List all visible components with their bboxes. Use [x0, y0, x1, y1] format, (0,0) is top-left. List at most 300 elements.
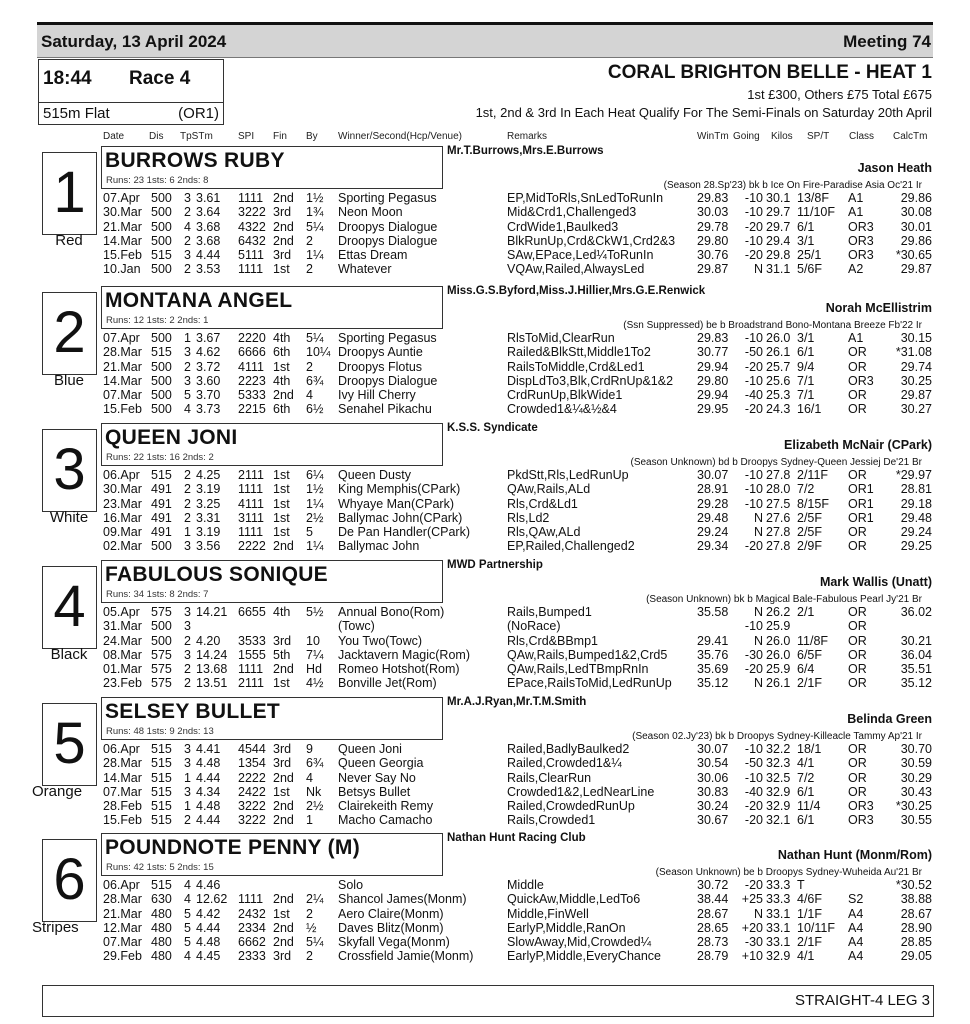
form-trap: 2	[184, 496, 191, 511]
form-win-time: 30.03	[697, 205, 729, 220]
form-winner: Ivy Hill Cherry	[338, 388, 416, 403]
qualification-note: 1st, 2nd & 3rd In Each Heat Qualify For The Semi-Finals on Saturday 20th April	[475, 105, 932, 120]
form-class: OR	[848, 756, 867, 771]
col-going: Going	[733, 131, 760, 142]
form-remarks: Railed&BlkStt,Middle1To2	[507, 345, 651, 360]
form-trap: 2	[184, 262, 191, 277]
form-weight: 26.0	[766, 331, 791, 345]
form-margin: 2	[306, 359, 313, 374]
form-class: OR1	[848, 496, 874, 511]
col-kilos: Kilos	[771, 131, 793, 142]
trainer: Jason Heath	[857, 161, 932, 175]
prize-money: 1st £300, Others £75 Total £675	[747, 87, 932, 102]
form-weight: 28.0	[766, 482, 791, 497]
career-record: Runs: 42 1sts: 5 2nds: 15	[106, 862, 214, 873]
form-going: N	[753, 633, 763, 648]
form-class: OR3	[848, 799, 874, 814]
form-calc-time: *30.52	[895, 878, 932, 892]
form-going: -10	[744, 770, 763, 785]
trainer: Mark Wallis (Unatt)	[819, 575, 932, 589]
form-margin: 5¼	[306, 935, 324, 950]
form-sp: 11/8F	[797, 633, 829, 648]
breeding-info: (Ssn Suppressed) be b Broadstrand Bono-Montana Breeze Fb'22 Ir	[623, 320, 922, 331]
form-class: S2	[848, 892, 864, 907]
form-winner: Macho Camacho	[338, 813, 433, 828]
form-sp: 2/11F	[797, 468, 829, 482]
form-winner: Whatever	[338, 262, 392, 277]
form-weight: 30.1	[766, 191, 791, 205]
form-margin: 1½	[306, 191, 324, 205]
form-winner: Bonville Jet(Rom)	[338, 676, 437, 691]
form-sectionals: 2215	[238, 402, 266, 417]
form-calc-time: 30.70	[900, 742, 932, 756]
dog-name: QUEEN JONI	[105, 426, 238, 449]
form-lines	[0, 468, 970, 554]
form-weight: 27.8	[766, 525, 791, 540]
form-win-time: 28.73	[697, 935, 729, 950]
form-margin: 7¼	[306, 647, 324, 662]
form-class: A1	[848, 191, 864, 205]
form-lines	[0, 742, 970, 828]
form-weight: 33.3	[766, 892, 791, 907]
form-finish: 4th	[273, 605, 291, 619]
form-class: OR	[848, 359, 867, 374]
form-class: OR	[848, 468, 867, 482]
form-calc-time: 29.87	[900, 262, 932, 277]
form-weight: 33.1	[766, 935, 791, 950]
form-sectionals: 5111	[238, 248, 264, 263]
form-line	[0, 648, 970, 662]
form-winner: Whyaye Man(CPark)	[338, 496, 454, 511]
form-split: 3.25	[196, 496, 221, 511]
form-sp: 2/9F	[797, 539, 823, 554]
bet-leg-label: STRAIGHT-4 LEG 3	[794, 992, 930, 1009]
form-going: -30	[744, 935, 763, 950]
form-finish: 1st	[273, 482, 290, 497]
form-win-time: 30.72	[697, 878, 729, 892]
race-distance: 515m Flat	[43, 105, 110, 122]
form-split: 3.73	[196, 402, 221, 417]
form-line	[0, 619, 970, 633]
form-date: 14.Mar	[103, 233, 142, 248]
trap-number: 2	[53, 300, 86, 365]
form-finish: 2nd	[273, 662, 294, 677]
form-winner: Solo	[338, 878, 364, 892]
form-winner: Daves Blitz(Monm)	[338, 920, 444, 935]
form-sectionals: 1111	[238, 525, 264, 540]
form-win-time: 30.07	[697, 742, 729, 756]
form-distance: 500	[151, 205, 172, 220]
form-line	[0, 949, 970, 963]
form-distance: 515	[151, 813, 172, 828]
form-remarks: Rls,Crd&BBmp1	[507, 633, 598, 648]
form-distance: 480	[151, 935, 172, 950]
form-distance: 500	[151, 219, 172, 234]
trainer: Belinda Green	[847, 712, 932, 726]
form-remarks: EarlyP,Middle,RanOn	[507, 920, 626, 935]
form-date: 02.Mar	[103, 539, 142, 554]
form-trap: 4	[184, 892, 191, 907]
form-margin: 10	[306, 633, 320, 648]
dog-name: MONTANA ANGEL	[105, 289, 293, 312]
col-wintm: WinTm	[697, 131, 729, 142]
form-distance: 480	[151, 920, 172, 935]
form-sectionals: 2422	[238, 784, 266, 799]
form-line	[0, 813, 970, 827]
form-going: -40	[744, 784, 763, 799]
form-sp: 4/1	[797, 756, 815, 771]
form-line	[0, 191, 970, 205]
form-weight: 25.3	[766, 388, 791, 403]
col-spt: SP/T	[807, 131, 830, 142]
form-winner: De Pan Handler(CPark)	[338, 525, 470, 540]
form-distance: 515	[151, 799, 172, 814]
form-distance: 630	[151, 892, 172, 907]
form-remarks: EP,Railed,Challenged2	[507, 539, 635, 554]
form-win-time: 30.07	[697, 468, 729, 482]
form-date: 15.Feb	[103, 402, 142, 417]
form-lines	[0, 878, 970, 964]
form-going: -10	[744, 742, 763, 756]
form-split: 4.44	[196, 920, 221, 935]
form-margin: 5½	[306, 605, 324, 619]
form-date: 23.Mar	[103, 496, 142, 511]
form-remarks: QuickAw,Middle,LedTo6	[507, 892, 641, 907]
form-finish: 2nd	[273, 219, 294, 234]
form-trap: 1	[184, 799, 191, 814]
form-line	[0, 402, 970, 416]
form-trap: 2	[184, 662, 191, 677]
form-class: OR3	[848, 219, 874, 234]
trainer: Elizabeth McNair (CPark)	[784, 438, 932, 452]
runner-card-trap-6	[0, 831, 970, 968]
form-sectionals: 1111	[238, 662, 264, 677]
dog-name: BURROWS RUBY	[105, 149, 285, 172]
form-remarks: PkdStt,Rls,LedRunUp	[507, 468, 629, 482]
form-line	[0, 771, 970, 785]
col-by: By	[306, 131, 318, 142]
form-win-time: 30.24	[697, 799, 729, 814]
form-line	[0, 662, 970, 676]
form-going: -10	[744, 205, 763, 220]
form-margin: 1¼	[306, 539, 324, 554]
form-win-time: 29.95	[697, 402, 729, 417]
form-sp: 6/1	[797, 345, 815, 360]
form-date: 28.Mar	[103, 345, 142, 360]
form-remarks: Crowded1&2,LedNearLine	[507, 784, 655, 799]
form-remarks: SAw,EPace,Led¼ToRunIn	[507, 248, 654, 263]
form-trap: 1	[184, 331, 191, 345]
form-class: OR	[848, 345, 867, 360]
breeding-info: (Season Unknown) be b Droopys Sydney-Wuheida Au'21 Br	[655, 867, 922, 878]
form-calc-time: 30.15	[900, 331, 932, 345]
form-sp: 2/5F	[797, 510, 823, 525]
form-sp: 2/1F	[797, 676, 823, 691]
form-sp: 3/1	[797, 331, 815, 345]
form-calc-time: 29.87	[900, 388, 932, 403]
form-margin: 6¾	[306, 373, 324, 388]
form-win-time: 29.83	[697, 331, 729, 345]
form-margin: 6¼	[306, 468, 324, 482]
form-finish: 2nd	[273, 539, 294, 554]
form-sectionals: 2222	[238, 539, 266, 554]
form-calc-time: 36.04	[900, 647, 932, 662]
form-finish: 2nd	[273, 920, 294, 935]
form-class: OR	[848, 619, 867, 634]
form-remarks: RailsToMiddle,Crd&Led1	[507, 359, 645, 374]
form-winner: Droopys Dialogue	[338, 233, 438, 248]
form-trap: 4	[184, 949, 191, 964]
form-win-time: 28.91	[697, 482, 729, 497]
form-date: 05.Apr	[103, 605, 140, 619]
form-calc-time: 29.05	[900, 949, 932, 964]
form-finish: 1st	[273, 262, 290, 277]
form-margin: 2	[306, 233, 313, 248]
form-date: 07.Apr	[103, 191, 140, 205]
form-winner: Droopys Flotus	[338, 359, 423, 374]
form-sectionals: 1111	[238, 262, 264, 277]
form-split: 4.48	[196, 935, 221, 950]
form-weight: 32.2	[766, 742, 791, 756]
form-class: OR1	[848, 510, 874, 525]
form-sp: 10/11F	[797, 920, 835, 935]
form-distance: 480	[151, 949, 172, 964]
form-split: 3.56	[196, 539, 221, 554]
form-date: 07.Mar	[103, 388, 142, 403]
form-winner: Senahel Pikachu	[338, 402, 432, 417]
race-grade: (OR1)	[178, 105, 219, 122]
form-going: -50	[744, 345, 763, 360]
trainer: Nathan Hunt (Monm/Rom)	[777, 848, 932, 862]
form-date: 07.Apr	[103, 331, 140, 345]
form-winner: Betsys Bullet	[338, 784, 411, 799]
form-remarks: DispLdTo3,Blk,CrdRnUp&1&2	[507, 373, 674, 388]
form-line	[0, 374, 970, 388]
form-class: OR	[848, 647, 867, 662]
breeding-info: (Season Unknown) bd b Droopys Sydney-Queen Jessiej De'21 Br	[630, 457, 922, 468]
form-calc-time: 29.86	[900, 233, 932, 248]
form-going: -10	[744, 496, 763, 511]
form-line	[0, 907, 970, 921]
form-sectionals: 2111	[238, 676, 264, 691]
form-trap: 4	[184, 219, 191, 234]
form-trap: 2	[184, 813, 191, 828]
form-margin: Hd	[306, 662, 322, 677]
form-date: 09.Mar	[103, 525, 142, 540]
breeding-info: (Season Unknown) bk b Magical Bale-Fabulous Pearl Jy'21 Br	[646, 594, 922, 605]
form-remarks: Mid&Crd1,Challenged3	[507, 205, 637, 220]
form-trap: 3	[184, 345, 191, 360]
dog-name-box	[101, 286, 443, 329]
form-distance: 500	[151, 388, 172, 403]
form-sectionals: 1555	[238, 647, 266, 662]
dog-name-box	[101, 697, 443, 740]
form-remarks: BlkRunUp,Crd&CkW1,Crd2&3	[507, 233, 676, 248]
form-date: 08.Mar	[103, 647, 142, 662]
form-calc-time: 29.74	[900, 359, 932, 374]
form-weight: 31.1	[766, 262, 791, 277]
form-going: -20	[744, 539, 763, 554]
form-split: 14.21	[196, 605, 228, 619]
form-sectionals: 2223	[238, 373, 266, 388]
form-remarks: Railed,CrowdedRunUp	[507, 799, 635, 814]
form-weight: 32.5	[766, 770, 791, 785]
form-class: A1	[848, 331, 864, 345]
form-going: +20	[741, 920, 763, 935]
form-win-time: 29.48	[697, 510, 729, 525]
form-calc-time: 30.29	[900, 770, 932, 785]
form-split: 4.44	[196, 770, 221, 785]
form-line	[0, 799, 970, 813]
form-sectionals: 2220	[238, 331, 266, 345]
trap-number: 3	[53, 437, 86, 502]
footer-box	[42, 985, 934, 1017]
form-remarks: QAw,Rails,ALd	[507, 482, 591, 497]
meeting-number: Meeting 74	[843, 32, 931, 51]
form-distance: 491	[151, 482, 172, 497]
form-sp: 6/4	[797, 662, 815, 677]
form-win-time: 29.80	[697, 233, 729, 248]
form-trap: 4	[184, 402, 191, 417]
form-calc-time: *30.65	[895, 248, 932, 263]
form-split: 4.25	[196, 468, 221, 482]
form-weight: 32.3	[766, 756, 791, 771]
form-class: OR	[848, 539, 867, 554]
form-line	[0, 248, 970, 262]
form-sectionals: 6655	[238, 605, 266, 619]
form-sp: 2/1	[797, 605, 815, 619]
form-class: OR	[848, 662, 867, 677]
dog-name-box	[101, 560, 443, 603]
form-win-time: 35.76	[697, 647, 729, 662]
form-finish: 2nd	[273, 770, 294, 785]
form-class: A4	[848, 920, 864, 935]
form-remarks: QAw,Rails,LedTBmpRnIn	[507, 662, 649, 677]
form-split: 4.46	[196, 878, 221, 892]
form-trap: 3	[184, 191, 191, 205]
form-sp: 7/2	[797, 770, 815, 785]
form-split: 4.42	[196, 906, 221, 921]
form-trap: 3	[184, 784, 191, 799]
form-finish: 3rd	[273, 205, 292, 220]
form-weight: 33.1	[766, 906, 791, 921]
col-class: Class	[849, 131, 875, 142]
form-margin: 2	[306, 949, 313, 964]
form-win-time: 29.24	[697, 525, 729, 540]
form-winner: Droopys Auntie	[338, 345, 423, 360]
form-sp: 7/2	[797, 482, 815, 497]
form-class: OR	[848, 784, 867, 799]
form-line	[0, 331, 970, 345]
form-distance: 515	[151, 468, 172, 482]
form-remarks: Rails,Bumped1	[507, 605, 592, 619]
form-lines	[0, 605, 970, 691]
form-sp: 7/1	[797, 388, 815, 403]
form-margin: 6½	[306, 402, 324, 417]
form-split: 3.19	[196, 482, 221, 497]
form-trap: 2	[184, 482, 191, 497]
form-sp: 8/15F	[797, 496, 829, 511]
form-sectionals: 2222	[238, 770, 266, 785]
dog-name: SELSEY BULLET	[105, 700, 281, 723]
form-winner: Aero Claire(Monm)	[338, 906, 444, 921]
form-sp: 11/4	[797, 799, 821, 814]
form-win-time: 29.28	[697, 496, 729, 511]
form-remarks: Rails,Crowded1	[507, 813, 596, 828]
form-trap: 2	[184, 205, 191, 220]
form-winner: Annual Bono(Rom)	[338, 605, 445, 619]
form-going: -20	[744, 799, 763, 814]
form-weight: 27.8	[766, 539, 791, 554]
form-date: 16.Mar	[103, 510, 142, 525]
form-date: 12.Mar	[103, 920, 142, 935]
form-finish: 2nd	[273, 799, 294, 814]
form-remarks: EP,MidToRls,SnLedToRunIn	[507, 191, 664, 205]
form-win-time: 35.58	[697, 605, 729, 619]
form-line	[0, 892, 970, 906]
form-date: 06.Apr	[103, 878, 140, 892]
form-class: OR	[848, 525, 867, 540]
form-weight: 29.7	[766, 219, 791, 234]
form-margin: Nk	[306, 784, 322, 799]
owner: Mr.T.Burrows,Mrs.E.Burrows	[447, 145, 604, 157]
form-margin: 9	[306, 742, 313, 756]
col-dis: Dis	[149, 131, 164, 142]
form-split: 13.68	[196, 662, 228, 677]
form-sectionals: 1354	[238, 756, 266, 771]
form-win-time: 30.67	[697, 813, 729, 828]
form-finish: 3rd	[273, 248, 292, 263]
form-sectionals: 2432	[238, 906, 266, 921]
form-date: 28.Feb	[103, 799, 142, 814]
form-line	[0, 605, 970, 619]
race-info-box	[38, 59, 224, 125]
form-distance: 500	[151, 331, 172, 345]
form-winner: Shancol James(Monm)	[338, 892, 467, 907]
form-remarks: Railed,BadlyBaulked2	[507, 742, 630, 756]
form-sectionals: 3222	[238, 813, 266, 828]
form-weight: 27.6	[766, 510, 791, 525]
form-finish: 1st	[273, 359, 290, 374]
meeting-date: Saturday, 13 April 2024	[41, 32, 227, 51]
form-date: 10.Jan	[103, 262, 141, 277]
form-calc-time: *29.97	[895, 468, 932, 482]
trap-number: 4	[53, 574, 86, 639]
form-win-time: 28.79	[697, 949, 729, 964]
form-margin: 2¼	[306, 892, 324, 907]
form-going: N	[753, 525, 763, 540]
form-win-time: 30.83	[697, 784, 729, 799]
form-remarks: CrdRunUp,BlkWide1	[507, 388, 623, 403]
form-going: +10	[741, 949, 763, 964]
form-split: 4.48	[196, 799, 221, 814]
form-remarks: (NoRace)	[507, 619, 561, 634]
form-win-time: 29.80	[697, 373, 729, 388]
form-going: -10	[744, 233, 763, 248]
form-sectionals: 3533	[238, 633, 266, 648]
breeding-info: (Season 28.Sp'23) bk b Ice On Fire-Paradise Asia Oc'21 Ir	[663, 180, 922, 191]
form-going: -40	[744, 388, 763, 403]
form-margin: 5¼	[306, 331, 324, 345]
career-record: Runs: 22 1sts: 16 2nds: 2	[106, 452, 214, 463]
col-spi: SPI	[238, 131, 255, 142]
owner: Miss.G.S.Byford,Miss.J.Hillier,Mrs.G.E.Renwick	[447, 285, 706, 297]
form-distance: 500	[151, 191, 172, 205]
form-sp: 4/1	[797, 949, 815, 964]
form-finish: 6th	[273, 345, 291, 360]
form-remarks: Rails,ClearRun	[507, 770, 592, 785]
career-record: Runs: 34 1sts: 8 2nds: 7	[106, 589, 209, 600]
